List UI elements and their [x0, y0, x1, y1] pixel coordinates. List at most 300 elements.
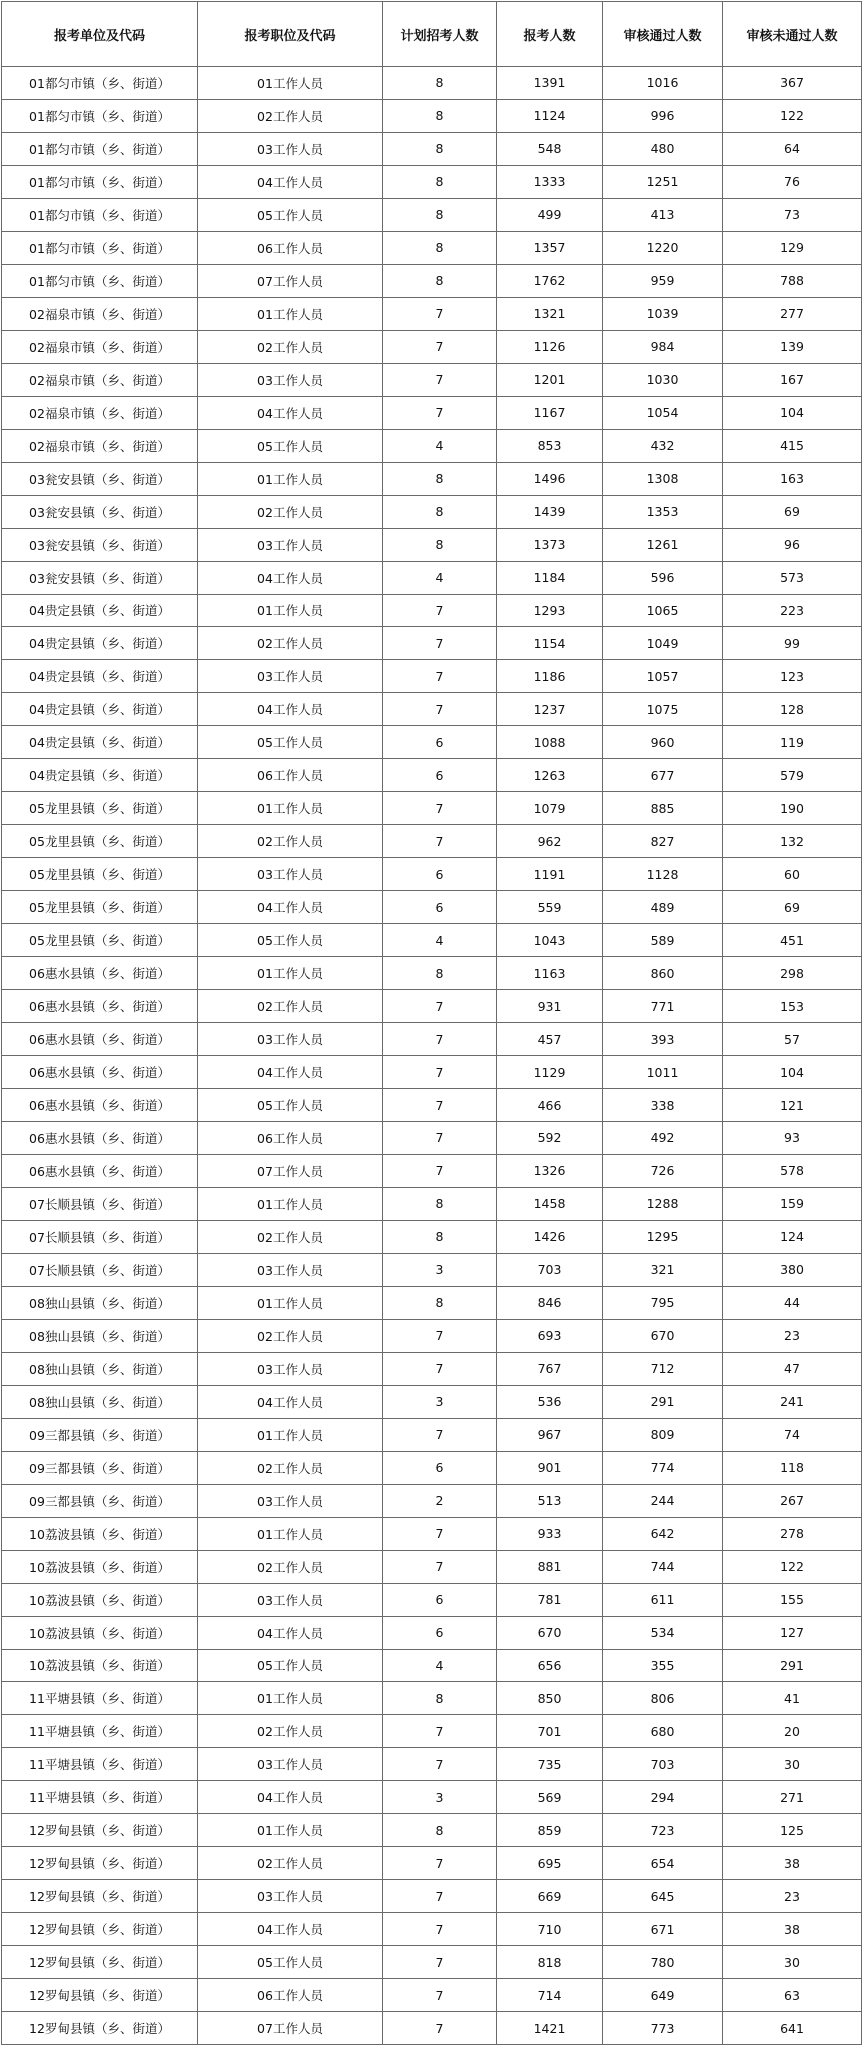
table-row	[2, 1122, 862, 1155]
cell-position: 05工作人员	[198, 1649, 383, 1682]
table-row	[2, 1715, 862, 1748]
cell-unit: 09三都县镇（乡、街道）	[2, 1484, 198, 1517]
cell-position: 02工作人员	[198, 1220, 383, 1253]
cell-applicants: 1458	[497, 1187, 603, 1220]
cell-position: 05工作人员	[198, 198, 383, 231]
table-row	[2, 1913, 862, 1946]
cell-applicants: 1043	[497, 924, 603, 957]
cell-approved: 1039	[603, 297, 723, 330]
cell-approved: 1261	[603, 528, 723, 561]
table-row	[2, 1451, 862, 1484]
table-row	[2, 396, 862, 429]
cell-approved: 773	[603, 2012, 723, 2045]
cell-unit: 10荔波县镇（乡、街道）	[2, 1583, 198, 1616]
cell-rejected: 223	[723, 594, 862, 627]
cell-approved: 432	[603, 429, 723, 462]
cell-approved: 1128	[603, 858, 723, 891]
cell-unit: 12罗甸县镇（乡、街道）	[2, 1880, 198, 1913]
cell-unit: 05龙里县镇（乡、街道）	[2, 891, 198, 924]
cell-approved: 244	[603, 1484, 723, 1517]
cell-rejected: 74	[723, 1418, 862, 1451]
cell-unit: 05龙里县镇（乡、街道）	[2, 858, 198, 891]
table-row	[2, 594, 862, 627]
cell-approved: 984	[603, 330, 723, 363]
cell-position: 02工作人员	[198, 1550, 383, 1583]
column-header-applicants: 报考人数	[497, 2, 603, 67]
cell-unit: 03瓮安县镇（乡、街道）	[2, 495, 198, 528]
table-row	[2, 1880, 862, 1913]
cell-rejected: 277	[723, 297, 862, 330]
cell-applicants: 1373	[497, 528, 603, 561]
cell-position: 06工作人员	[198, 1122, 383, 1155]
cell-planned: 8	[383, 99, 497, 132]
cell-unit: 12罗甸县镇（乡、街道）	[2, 1913, 198, 1946]
cell-unit: 02福泉市镇（乡、街道）	[2, 429, 198, 462]
cell-planned: 7	[383, 2012, 497, 2045]
cell-position: 03工作人员	[198, 1253, 383, 1286]
cell-position: 01工作人员	[198, 1418, 383, 1451]
cell-planned: 8	[383, 462, 497, 495]
cell-rejected: 190	[723, 792, 862, 825]
cell-rejected: 63	[723, 1979, 862, 2012]
cell-rejected: 128	[723, 693, 862, 726]
table-row	[2, 924, 862, 957]
cell-approved: 1288	[603, 1187, 723, 1220]
table-row	[2, 297, 862, 330]
cell-position: 02工作人员	[198, 1451, 383, 1484]
cell-unit: 05龙里县镇（乡、街道）	[2, 825, 198, 858]
cell-applicants: 703	[497, 1253, 603, 1286]
cell-rejected: 47	[723, 1352, 862, 1385]
cell-applicants: 1391	[497, 67, 603, 100]
cell-applicants: 1191	[497, 858, 603, 891]
cell-approved: 534	[603, 1616, 723, 1649]
cell-rejected: 69	[723, 495, 862, 528]
cell-position: 05工作人员	[198, 726, 383, 759]
cell-position: 06工作人员	[198, 231, 383, 264]
cell-rejected: 641	[723, 2012, 862, 2045]
cell-unit: 10荔波县镇（乡、街道）	[2, 1616, 198, 1649]
cell-position: 04工作人员	[198, 1385, 383, 1418]
cell-planned: 7	[383, 1748, 497, 1781]
cell-applicants: 850	[497, 1682, 603, 1715]
cell-position: 06工作人员	[198, 1979, 383, 2012]
table-row	[2, 693, 862, 726]
cell-approved: 1065	[603, 594, 723, 627]
cell-rejected: 104	[723, 396, 862, 429]
cell-unit: 06惠水县镇（乡、街道）	[2, 990, 198, 1023]
cell-position: 01工作人员	[198, 67, 383, 100]
table-row	[2, 1847, 862, 1880]
cell-rejected: 578	[723, 1154, 862, 1187]
cell-applicants: 669	[497, 1880, 603, 1913]
cell-applicants: 1167	[497, 396, 603, 429]
cell-position: 06工作人员	[198, 759, 383, 792]
cell-unit: 02福泉市镇（乡、街道）	[2, 396, 198, 429]
table-row	[2, 363, 862, 396]
cell-applicants: 1079	[497, 792, 603, 825]
cell-unit: 11平塘县镇（乡、街道）	[2, 1682, 198, 1715]
cell-rejected: 153	[723, 990, 862, 1023]
cell-position: 03工作人员	[198, 1352, 383, 1385]
table-row	[2, 198, 862, 231]
column-header-position: 报考职位及代码	[198, 2, 383, 67]
cell-planned: 7	[383, 1056, 497, 1089]
table-row	[2, 264, 862, 297]
cell-unit: 06惠水县镇（乡、街道）	[2, 957, 198, 990]
cell-planned: 3	[383, 1385, 497, 1418]
cell-rejected: 451	[723, 924, 862, 957]
cell-rejected: 122	[723, 99, 862, 132]
cell-position: 03工作人员	[198, 1484, 383, 1517]
cell-applicants: 714	[497, 1979, 603, 2012]
cell-planned: 8	[383, 957, 497, 990]
cell-approved: 1057	[603, 660, 723, 693]
cell-position: 05工作人员	[198, 924, 383, 957]
table-row	[2, 1187, 862, 1220]
cell-position: 04工作人员	[198, 1616, 383, 1649]
cell-position: 07工作人员	[198, 264, 383, 297]
cell-rejected: 163	[723, 462, 862, 495]
cell-position: 02工作人员	[198, 1847, 383, 1880]
cell-position: 07工作人员	[198, 1154, 383, 1187]
cell-applicants: 569	[497, 1781, 603, 1814]
cell-planned: 7	[383, 330, 497, 363]
cell-rejected: 241	[723, 1385, 862, 1418]
cell-planned: 8	[383, 67, 497, 100]
table-row	[2, 330, 862, 363]
cell-approved: 860	[603, 957, 723, 990]
table-row	[2, 1748, 862, 1781]
cell-approved: 1054	[603, 396, 723, 429]
cell-approved: 294	[603, 1781, 723, 1814]
cell-rejected: 118	[723, 1451, 862, 1484]
cell-unit: 02福泉市镇（乡、街道）	[2, 297, 198, 330]
cell-position: 01工作人员	[198, 1286, 383, 1319]
cell-approved: 795	[603, 1286, 723, 1319]
table-row	[2, 495, 862, 528]
cell-planned: 7	[383, 594, 497, 627]
cell-position: 02工作人员	[198, 1319, 383, 1352]
cell-applicants: 592	[497, 1122, 603, 1155]
cell-rejected: 23	[723, 1880, 862, 1913]
cell-position: 07工作人员	[198, 2012, 383, 2045]
table-row	[2, 1616, 862, 1649]
cell-unit: 12罗甸县镇（乡、街道）	[2, 1946, 198, 1979]
cell-applicants: 1333	[497, 165, 603, 198]
cell-applicants: 695	[497, 1847, 603, 1880]
cell-approved: 996	[603, 99, 723, 132]
table-row	[2, 1484, 862, 1517]
cell-approved: 744	[603, 1550, 723, 1583]
table-row	[2, 891, 862, 924]
table-row	[2, 1154, 862, 1187]
cell-planned: 7	[383, 1154, 497, 1187]
cell-position: 03工作人员	[198, 363, 383, 396]
cell-rejected: 415	[723, 429, 862, 462]
cell-rejected: 125	[723, 1814, 862, 1847]
cell-approved: 1295	[603, 1220, 723, 1253]
cell-approved: 393	[603, 1023, 723, 1056]
cell-position: 02工作人员	[198, 495, 383, 528]
table-row	[2, 1319, 862, 1352]
cell-unit: 01都匀市镇（乡、街道）	[2, 198, 198, 231]
cell-planned: 7	[383, 363, 497, 396]
cell-unit: 03瓮安县镇（乡、街道）	[2, 462, 198, 495]
cell-unit: 02福泉市镇（乡、街道）	[2, 363, 198, 396]
cell-approved: 492	[603, 1122, 723, 1155]
cell-applicants: 1088	[497, 726, 603, 759]
cell-applicants: 1357	[497, 231, 603, 264]
cell-unit: 06惠水县镇（乡、街道）	[2, 1023, 198, 1056]
cell-unit: 12罗甸县镇（乡、街道）	[2, 1847, 198, 1880]
cell-position: 04工作人员	[198, 1781, 383, 1814]
cell-unit: 09三都县镇（乡、街道）	[2, 1451, 198, 1484]
table-row	[2, 1550, 862, 1583]
cell-rejected: 99	[723, 627, 862, 660]
cell-approved: 827	[603, 825, 723, 858]
cell-approved: 959	[603, 264, 723, 297]
column-header-planned: 计划招考人数	[383, 2, 497, 67]
cell-rejected: 132	[723, 825, 862, 858]
cell-position: 04工作人员	[198, 396, 383, 429]
cell-unit: 04贵定县镇（乡、街道）	[2, 759, 198, 792]
cell-unit: 05龙里县镇（乡、街道）	[2, 924, 198, 957]
cell-rejected: 69	[723, 891, 862, 924]
cell-unit: 02福泉市镇（乡、街道）	[2, 330, 198, 363]
cell-applicants: 1186	[497, 660, 603, 693]
cell-position: 01工作人员	[198, 792, 383, 825]
cell-applicants: 548	[497, 132, 603, 165]
cell-planned: 8	[383, 165, 497, 198]
cell-position: 01工作人员	[198, 297, 383, 330]
cell-applicants: 781	[497, 1583, 603, 1616]
table-body	[2, 67, 862, 2045]
cell-applicants: 881	[497, 1550, 603, 1583]
cell-position: 01工作人员	[198, 957, 383, 990]
cell-applicants: 859	[497, 1814, 603, 1847]
cell-rejected: 267	[723, 1484, 862, 1517]
cell-planned: 6	[383, 1583, 497, 1616]
cell-planned: 8	[383, 198, 497, 231]
cell-applicants: 1126	[497, 330, 603, 363]
cell-position: 03工作人员	[198, 1023, 383, 1056]
table-row	[2, 231, 862, 264]
cell-applicants: 466	[497, 1089, 603, 1122]
cell-unit: 04贵定县镇（乡、街道）	[2, 726, 198, 759]
cell-planned: 6	[383, 891, 497, 924]
cell-planned: 7	[383, 1319, 497, 1352]
cell-position: 02工作人员	[198, 627, 383, 660]
table-row	[2, 2012, 862, 2045]
cell-position: 04工作人员	[198, 693, 383, 726]
column-header-unit: 报考单位及代码	[2, 2, 198, 67]
cell-planned: 8	[383, 1220, 497, 1253]
cell-applicants: 559	[497, 891, 603, 924]
cell-planned: 8	[383, 1187, 497, 1220]
cell-approved: 712	[603, 1352, 723, 1385]
cell-position: 05工作人员	[198, 429, 383, 462]
table-row	[2, 1517, 862, 1550]
cell-approved: 670	[603, 1319, 723, 1352]
cell-planned: 6	[383, 858, 497, 891]
cell-approved: 1251	[603, 165, 723, 198]
table-row	[2, 825, 862, 858]
cell-position: 05工作人员	[198, 1946, 383, 1979]
cell-approved: 489	[603, 891, 723, 924]
cell-unit: 10荔波县镇（乡、街道）	[2, 1649, 198, 1682]
table-row	[2, 1583, 862, 1616]
table-row	[2, 957, 862, 990]
cell-planned: 4	[383, 1649, 497, 1682]
cell-planned: 7	[383, 1979, 497, 2012]
cell-planned: 3	[383, 1253, 497, 1286]
table-row	[2, 858, 862, 891]
cell-rejected: 38	[723, 1913, 862, 1946]
cell-applicants: 853	[497, 429, 603, 462]
table-row	[2, 1781, 862, 1814]
cell-applicants: 735	[497, 1748, 603, 1781]
cell-rejected: 23	[723, 1319, 862, 1352]
cell-planned: 4	[383, 561, 497, 594]
cell-unit: 03瓮安县镇（乡、街道）	[2, 561, 198, 594]
cell-position: 02工作人员	[198, 99, 383, 132]
cell-applicants: 536	[497, 1385, 603, 1418]
cell-applicants: 1263	[497, 759, 603, 792]
cell-applicants: 967	[497, 1418, 603, 1451]
table-row	[2, 165, 862, 198]
cell-applicants: 1496	[497, 462, 603, 495]
cell-planned: 4	[383, 924, 497, 957]
cell-unit: 01都匀市镇（乡、街道）	[2, 231, 198, 264]
cell-approved: 642	[603, 1517, 723, 1550]
cell-planned: 7	[383, 297, 497, 330]
cell-applicants: 1237	[497, 693, 603, 726]
cell-planned: 7	[383, 660, 497, 693]
cell-planned: 7	[383, 627, 497, 660]
cell-rejected: 129	[723, 231, 862, 264]
cell-position: 01工作人员	[198, 1682, 383, 1715]
cell-position: 03工作人员	[198, 1880, 383, 1913]
cell-applicants: 901	[497, 1451, 603, 1484]
table-row	[2, 1979, 862, 2012]
cell-applicants: 818	[497, 1946, 603, 1979]
cell-position: 01工作人员	[198, 1187, 383, 1220]
table-row	[2, 1385, 862, 1418]
table-row	[2, 1946, 862, 1979]
cell-rejected: 124	[723, 1220, 862, 1253]
cell-approved: 726	[603, 1154, 723, 1187]
cell-approved: 338	[603, 1089, 723, 1122]
cell-approved: 596	[603, 561, 723, 594]
cell-planned: 8	[383, 1682, 497, 1715]
cell-applicants: 1124	[497, 99, 603, 132]
cell-position: 03工作人员	[198, 660, 383, 693]
cell-approved: 649	[603, 1979, 723, 2012]
cell-position: 02工作人员	[198, 1715, 383, 1748]
cell-rejected: 30	[723, 1748, 862, 1781]
cell-approved: 1075	[603, 693, 723, 726]
table-row	[2, 132, 862, 165]
cell-unit: 04贵定县镇（乡、街道）	[2, 594, 198, 627]
cell-planned: 7	[383, 1122, 497, 1155]
cell-unit: 12罗甸县镇（乡、街道）	[2, 1814, 198, 1847]
cell-rejected: 96	[723, 528, 862, 561]
cell-approved: 291	[603, 1385, 723, 1418]
cell-planned: 8	[383, 528, 497, 561]
table-row	[2, 1089, 862, 1122]
cell-planned: 4	[383, 429, 497, 462]
table-row	[2, 792, 862, 825]
cell-unit: 11平塘县镇（乡、街道）	[2, 1781, 198, 1814]
cell-position: 03工作人员	[198, 132, 383, 165]
cell-unit: 06惠水县镇（乡、街道）	[2, 1122, 198, 1155]
cell-rejected: 122	[723, 1550, 862, 1583]
column-header-rejected: 审核未通过人数	[723, 2, 862, 67]
cell-planned: 7	[383, 1913, 497, 1946]
cell-approved: 654	[603, 1847, 723, 1880]
cell-approved: 809	[603, 1418, 723, 1451]
cell-planned: 8	[383, 1286, 497, 1319]
cell-rejected: 60	[723, 858, 862, 891]
cell-approved: 321	[603, 1253, 723, 1286]
cell-rejected: 271	[723, 1781, 862, 1814]
cell-rejected: 123	[723, 660, 862, 693]
cell-rejected: 93	[723, 1122, 862, 1155]
cell-rejected: 20	[723, 1715, 862, 1748]
table-row	[2, 99, 862, 132]
cell-approved: 1016	[603, 67, 723, 100]
cell-rejected: 788	[723, 264, 862, 297]
cell-planned: 7	[383, 792, 497, 825]
cell-planned: 3	[383, 1781, 497, 1814]
table-row	[2, 462, 862, 495]
cell-approved: 680	[603, 1715, 723, 1748]
cell-applicants: 1163	[497, 957, 603, 990]
cell-rejected: 38	[723, 1847, 862, 1880]
cell-unit: 01都匀市镇（乡、街道）	[2, 165, 198, 198]
cell-approved: 960	[603, 726, 723, 759]
cell-unit: 06惠水县镇（乡、街道）	[2, 1154, 198, 1187]
cell-rejected: 291	[723, 1649, 862, 1682]
cell-planned: 7	[383, 1089, 497, 1122]
cell-rejected: 121	[723, 1089, 862, 1122]
cell-position: 03工作人员	[198, 1583, 383, 1616]
cell-position: 03工作人员	[198, 1748, 383, 1781]
cell-unit: 01都匀市镇（乡、街道）	[2, 132, 198, 165]
cell-approved: 671	[603, 1913, 723, 1946]
cell-unit: 06惠水县镇（乡、街道）	[2, 1089, 198, 1122]
cell-unit: 10荔波县镇（乡、街道）	[2, 1550, 198, 1583]
cell-planned: 8	[383, 132, 497, 165]
cell-planned: 8	[383, 495, 497, 528]
cell-rejected: 127	[723, 1616, 862, 1649]
cell-planned: 7	[383, 396, 497, 429]
cell-position: 01工作人员	[198, 462, 383, 495]
cell-rejected: 41	[723, 1682, 862, 1715]
table-row	[2, 1023, 862, 1056]
cell-planned: 6	[383, 1616, 497, 1649]
cell-rejected: 44	[723, 1286, 862, 1319]
cell-planned: 7	[383, 825, 497, 858]
cell-planned: 6	[383, 726, 497, 759]
cell-planned: 7	[383, 1715, 497, 1748]
cell-unit: 04贵定县镇（乡、街道）	[2, 693, 198, 726]
cell-unit: 12罗甸县镇（乡、街道）	[2, 1979, 198, 2012]
cell-approved: 780	[603, 1946, 723, 1979]
registration-table	[1, 1, 862, 2045]
cell-unit: 11平塘县镇（乡、街道）	[2, 1748, 198, 1781]
